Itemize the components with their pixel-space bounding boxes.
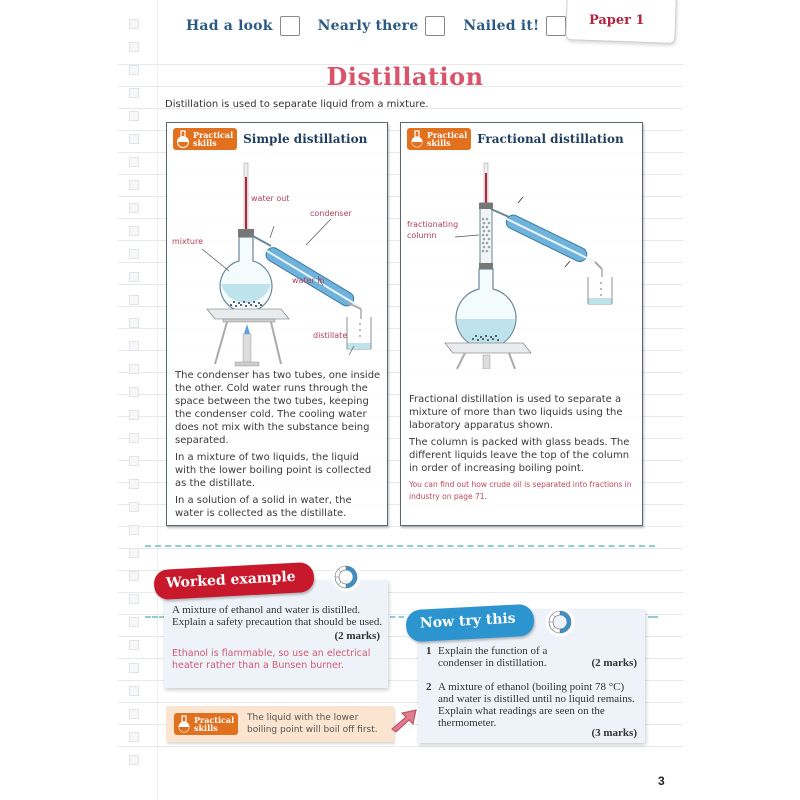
binder-hole <box>129 111 139 121</box>
rule-line <box>118 526 683 527</box>
paragraph: Fractional distillation is used to separate a mixture of more than two liquids using the laboratory apparatus shown. <box>409 394 623 431</box>
label-distillate: distillate <box>313 331 348 340</box>
rule-line <box>118 746 683 747</box>
binder-hole <box>129 272 139 282</box>
paragraph: The condenser has two tubes, one inside the other. Cold water runs through the space between the two tubes, keeping the condenser cold. The cooling water does not mix with the substance being separated. <box>175 370 381 446</box>
worked-example-question: A mixture of ethanol and water is distilled. Explain a safety precaution that should be used. <box>172 604 383 628</box>
label-water-in: water in <box>292 276 325 285</box>
status-label: Had a look <box>186 18 273 34</box>
binder-hole <box>129 525 139 535</box>
label-mixture: mixture <box>172 237 203 246</box>
tip-text: The liquid with the lower boiling point will boil off first. <box>247 713 378 735</box>
binder-hole <box>129 548 139 558</box>
progress-checklist <box>186 16 584 36</box>
practical-skills-badge <box>174 713 238 735</box>
marks-label: (3 marks) <box>591 727 637 739</box>
panel-header <box>173 128 367 150</box>
binder-hole <box>129 180 139 190</box>
binder-hole <box>129 502 139 512</box>
practical-skills-tip <box>166 706 394 742</box>
label-line: column <box>407 231 437 240</box>
binder-hole <box>129 709 139 719</box>
section-divider <box>145 616 165 618</box>
marks-label: (2 marks) <box>591 657 637 669</box>
worked-example-answer: Ethanol is flammable, so use an electrical heater rather than a Bunsen burner. <box>172 648 371 671</box>
page-number: 3 <box>658 774 665 788</box>
binder-hole <box>129 295 139 305</box>
banner-label: Now try this <box>419 610 517 632</box>
panel-body <box>409 393 636 507</box>
binder-hole <box>129 42 139 52</box>
binder-hole <box>129 249 139 259</box>
label-condenser: condenser <box>310 209 352 218</box>
checkbox-had-a-look[interactable] <box>280 16 300 36</box>
flask-icon <box>175 130 191 148</box>
badge-line: skills <box>193 138 217 148</box>
panel-title: Fractional distillation <box>477 132 624 146</box>
checkbox-nailed-it[interactable] <box>546 16 566 36</box>
binder-hole <box>129 571 139 581</box>
fractional-distillation-diagram <box>405 159 639 369</box>
section-divider <box>648 616 658 618</box>
marks-label: (2 marks) <box>334 630 380 642</box>
panel-body <box>175 369 381 524</box>
binder-hole <box>129 594 139 604</box>
rule-line <box>118 548 683 549</box>
paragraph: The column is packed with glass beads. The different liquids leave the top of the column in order of increasing boiling point. <box>409 437 630 474</box>
section-divider <box>390 616 404 618</box>
section-divider <box>145 545 655 547</box>
binder-hole <box>129 226 139 236</box>
binder-hole <box>129 755 139 765</box>
question-text: A mixture of ethanol (boiling point 78 °C) and water is distilled until no liquid remains. Explain what readings are seen on the thermometer. <box>438 681 635 729</box>
status-label: Nailed it! <box>463 18 540 34</box>
label-water-out: water out <box>251 194 290 203</box>
binder-hole <box>129 410 139 420</box>
status-had-a-look <box>186 16 300 36</box>
paper-tab-label: Paper 1 <box>588 12 645 28</box>
binder-hole <box>129 341 139 351</box>
paragraph: In a solution of a solid in water, the water is collected as the distillate. <box>175 495 352 519</box>
binder-hole <box>129 617 139 627</box>
flask-icon <box>176 715 192 733</box>
binder-hole <box>129 663 139 673</box>
binder-hole <box>129 157 139 167</box>
status-nearly-there <box>318 16 446 36</box>
badge-line: Practical <box>194 715 235 725</box>
label-line: fractionating <box>407 220 459 229</box>
binder-hole <box>129 479 139 489</box>
binder-hole <box>129 456 139 466</box>
flask-icon <box>409 130 425 148</box>
now-try-this-banner <box>405 604 534 643</box>
question-number: 2 <box>426 681 432 693</box>
panel-title: Simple distillation <box>243 132 368 146</box>
paragraph: In a mixture of two liquids, the liquid with the lower boiling point is collected as the distillate. <box>175 452 372 489</box>
label-fractionating-column <box>407 219 458 241</box>
difficulty-gauge-icon <box>331 562 361 592</box>
page-title: Distillation <box>326 62 484 91</box>
badge-line: Practical <box>193 130 234 140</box>
status-label: Nearly there <box>317 18 419 34</box>
binder-hole <box>129 640 139 650</box>
binder-hole <box>129 686 139 696</box>
badge-line: skills <box>427 138 451 148</box>
checkbox-nearly-there[interactable] <box>425 16 445 36</box>
binder-hole <box>129 203 139 213</box>
arrow-icon <box>390 707 420 733</box>
panel-header <box>407 128 624 150</box>
binder-hole <box>129 19 139 29</box>
simple-distillation-diagram <box>171 159 383 369</box>
status-nailed-it <box>463 16 566 36</box>
binder-hole <box>129 433 139 443</box>
page-reference-note: You can find out how crude oil is separated into fractions in industry on page 71. <box>409 480 632 501</box>
practical-skills-badge <box>407 128 471 150</box>
question-text: Explain the function of a condenser in distillation. <box>438 645 548 669</box>
practical-skills-badge <box>173 128 237 150</box>
binder-hole <box>129 364 139 374</box>
badge-line: Practical <box>427 130 468 140</box>
question-number: 1 <box>426 645 432 657</box>
intro-text: Distillation is used to separate liquid from a mixture. <box>165 99 429 110</box>
badge-line: skills <box>194 723 218 733</box>
binder-hole <box>129 732 139 742</box>
binder-hole <box>129 134 139 144</box>
fractional-distillation-panel <box>400 122 643 526</box>
binder-hole <box>129 387 139 397</box>
banner-label: Worked example <box>165 568 297 592</box>
binder-hole <box>129 318 139 328</box>
difficulty-gauge-icon <box>545 607 575 637</box>
paper-tab <box>565 0 677 44</box>
simple-distillation-panel <box>166 122 388 526</box>
